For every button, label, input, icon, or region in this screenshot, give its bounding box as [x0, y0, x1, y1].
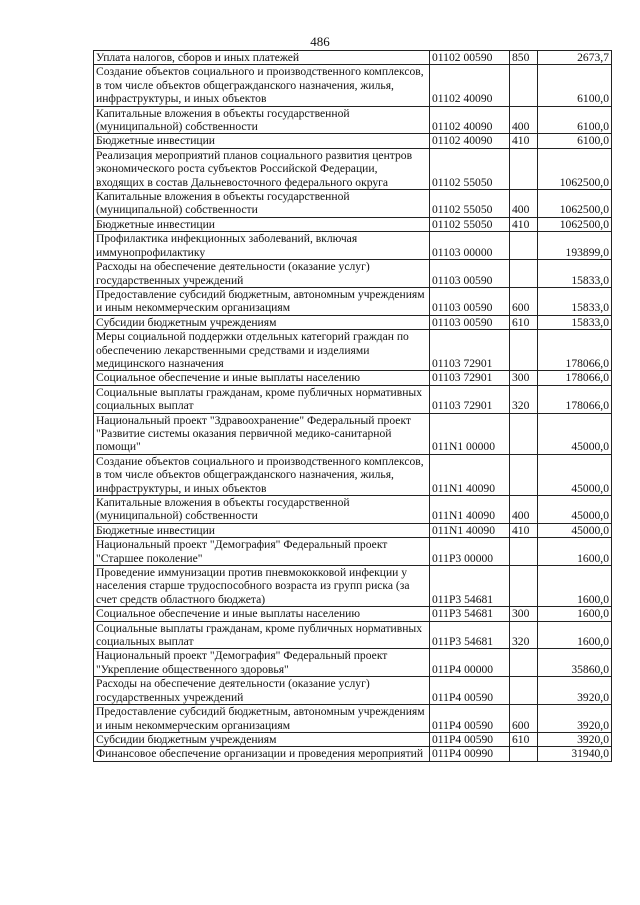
row-sum-cell: 1600,0 — [538, 566, 612, 607]
row-kvr-cell: 300 — [510, 607, 538, 621]
row-name-cell: Бюджетные инвестиции — [94, 523, 430, 537]
row-code-cell: 01102 55050 — [430, 217, 510, 231]
row-name-cell: Социальные выплаты гражданам, кроме публичных нормативных социальных выплат — [94, 621, 430, 649]
row-name-cell: Социальные выплаты гражданам, кроме публичных нормативных социальных выплат — [94, 385, 430, 413]
table-row — [94, 454, 612, 495]
row-name-cell: Социальное обеспечение и иные выплаты населению — [94, 371, 430, 385]
row-kvr-cell — [510, 148, 538, 189]
row-code-cell: 011N1 40090 — [430, 454, 510, 495]
row-sum-cell: 3920,0 — [538, 732, 612, 746]
row-sum-cell: 1062500,0 — [538, 148, 612, 189]
row-name-cell: Предоставление субсидий бюджетным, автономным учреждениям и иным некоммерческим организациям — [94, 287, 430, 315]
table-row — [94, 232, 612, 260]
row-kvr-cell: 610 — [510, 732, 538, 746]
row-name-cell: Финансовое обеспечение организации и проведения мероприятий — [94, 747, 430, 761]
row-kvr-cell — [510, 65, 538, 106]
table-row — [94, 134, 612, 148]
row-name-cell: Капитальные вложения в объекты государственной (муниципальной) собственности — [94, 496, 430, 524]
row-code-cell: 01102 40090 — [430, 134, 510, 148]
table-row — [94, 607, 612, 621]
row-code-cell: 011N1 40090 — [430, 523, 510, 537]
row-sum-cell: 45000,0 — [538, 523, 612, 537]
row-sum-cell: 2673,7 — [538, 51, 612, 65]
row-name-cell: Социальное обеспечение и иные выплаты населению — [94, 607, 430, 621]
row-code-cell: 01102 40090 — [430, 65, 510, 106]
budget-table-body — [94, 51, 612, 762]
row-sum-cell: 1062500,0 — [538, 190, 612, 218]
row-kvr-cell — [510, 330, 538, 371]
row-sum-cell: 45000,0 — [538, 496, 612, 524]
row-kvr-cell: 400 — [510, 106, 538, 134]
table-row — [94, 330, 612, 371]
table-row — [94, 65, 612, 106]
row-name-cell: Расходы на обеспечение деятельности (оказание услуг) государственных учреждений — [94, 677, 430, 705]
row-kvr-cell: 410 — [510, 217, 538, 231]
row-code-cell: 011P3 54681 — [430, 607, 510, 621]
row-name-cell: Бюджетные инвестиции — [94, 134, 430, 148]
row-name-cell: Предоставление субсидий бюджетным, автономным учреждениям и иным некоммерческим организациям — [94, 705, 430, 733]
row-sum-cell: 15833,0 — [538, 287, 612, 315]
budget-table — [93, 50, 612, 762]
row-kvr-cell — [510, 649, 538, 677]
row-kvr-cell — [510, 232, 538, 260]
row-name-cell: Бюджетные инвестиции — [94, 217, 430, 231]
row-name-cell: Капитальные вложения в объекты государственной (муниципальной) собственности — [94, 190, 430, 218]
table-row — [94, 260, 612, 288]
table-row — [94, 371, 612, 385]
row-kvr-cell: 600 — [510, 705, 538, 733]
row-sum-cell: 6100,0 — [538, 65, 612, 106]
row-name-cell: Реализация мероприятий планов социального развития центров экономического роста субъектов Российской Федерации, входящих в состав Дальневосточного федерального округа — [94, 148, 430, 189]
row-code-cell: 011P3 54681 — [430, 621, 510, 649]
table-row — [94, 566, 612, 607]
table-row — [94, 496, 612, 524]
row-kvr-cell — [510, 260, 538, 288]
row-code-cell: 01103 72901 — [430, 371, 510, 385]
table-row — [94, 523, 612, 537]
table-row — [94, 217, 612, 231]
page-number: 486 — [310, 34, 330, 49]
row-code-cell: 01103 00590 — [430, 260, 510, 288]
row-kvr-cell: 410 — [510, 134, 538, 148]
row-name-cell: Национальный проект "Здравоохранение" Федеральный проект "Развитие системы оказания первичной медико-санитарной помощи" — [94, 413, 430, 454]
row-sum-cell: 193899,0 — [538, 232, 612, 260]
row-code-cell: 011P4 00590 — [430, 732, 510, 746]
row-code-cell: 01103 00000 — [430, 232, 510, 260]
table-row — [94, 51, 612, 65]
row-sum-cell: 1062500,0 — [538, 217, 612, 231]
row-sum-cell: 45000,0 — [538, 454, 612, 495]
table-row — [94, 538, 612, 566]
table-row — [94, 705, 612, 733]
row-kvr-cell — [510, 454, 538, 495]
row-kvr-cell: 850 — [510, 51, 538, 65]
row-sum-cell: 15833,0 — [538, 315, 612, 329]
row-name-cell: Расходы на обеспечение деятельности (оказание услуг) государственных учреждений — [94, 260, 430, 288]
row-kvr-cell — [510, 677, 538, 705]
row-code-cell: 01102 00590 — [430, 51, 510, 65]
table-row — [94, 677, 612, 705]
row-sum-cell: 178066,0 — [538, 330, 612, 371]
table-row — [94, 315, 612, 329]
row-sum-cell: 178066,0 — [538, 385, 612, 413]
row-sum-cell: 6100,0 — [538, 106, 612, 134]
row-kvr-cell: 600 — [510, 287, 538, 315]
row-sum-cell: 1600,0 — [538, 621, 612, 649]
row-kvr-cell: 410 — [510, 523, 538, 537]
row-code-cell: 011P4 00590 — [430, 677, 510, 705]
row-kvr-cell: 320 — [510, 385, 538, 413]
row-code-cell: 011P4 00590 — [430, 705, 510, 733]
row-name-cell: Субсидии бюджетным учреждениям — [94, 315, 430, 329]
table-row — [94, 413, 612, 454]
table-row — [94, 649, 612, 677]
row-code-cell: 01103 00590 — [430, 315, 510, 329]
row-kvr-cell: 300 — [510, 371, 538, 385]
table-row — [94, 106, 612, 134]
table-row — [94, 621, 612, 649]
row-code-cell: 01103 72901 — [430, 385, 510, 413]
row-name-cell: Проведение иммунизации против пневмококковой инфекции у населения старше трудоспособного возраста из групп риска (за счет средств областного бюджета) — [94, 566, 430, 607]
row-kvr-cell — [510, 538, 538, 566]
row-code-cell: 011P4 00000 — [430, 649, 510, 677]
row-sum-cell: 35860,0 — [538, 649, 612, 677]
row-code-cell: 011P3 00000 — [430, 538, 510, 566]
row-name-cell: Субсидии бюджетным учреждениям — [94, 732, 430, 746]
row-kvr-cell — [510, 747, 538, 761]
table-row — [94, 747, 612, 761]
row-code-cell: 011P4 00990 — [430, 747, 510, 761]
row-kvr-cell — [510, 566, 538, 607]
row-kvr-cell: 400 — [510, 190, 538, 218]
row-code-cell: 011N1 40090 — [430, 496, 510, 524]
row-sum-cell: 6100,0 — [538, 134, 612, 148]
row-code-cell: 01103 00590 — [430, 287, 510, 315]
row-sum-cell: 3920,0 — [538, 705, 612, 733]
row-sum-cell: 1600,0 — [538, 538, 612, 566]
row-sum-cell: 45000,0 — [538, 413, 612, 454]
row-code-cell: 011P3 54681 — [430, 566, 510, 607]
row-sum-cell: 15833,0 — [538, 260, 612, 288]
row-code-cell: 01103 72901 — [430, 330, 510, 371]
row-sum-cell: 31940,0 — [538, 747, 612, 761]
row-sum-cell: 1600,0 — [538, 607, 612, 621]
table-row — [94, 148, 612, 189]
row-name-cell: Создание объектов социального и производственного комплексов, в том числе объектов общегражданского назначения, жилья, инфраструктуры, и иных объектов — [94, 454, 430, 495]
row-name-cell: Капитальные вложения в объекты государственной (муниципальной) собственности — [94, 106, 430, 134]
row-kvr-cell: 400 — [510, 496, 538, 524]
row-kvr-cell: 610 — [510, 315, 538, 329]
row-sum-cell: 178066,0 — [538, 371, 612, 385]
row-sum-cell: 3920,0 — [538, 677, 612, 705]
row-kvr-cell: 320 — [510, 621, 538, 649]
row-name-cell: Уплата налогов, сборов и иных платежей — [94, 51, 430, 65]
table-row — [94, 385, 612, 413]
row-code-cell: 01102 40090 — [430, 106, 510, 134]
row-kvr-cell — [510, 413, 538, 454]
row-name-cell: Национальный проект "Демография" Федеральный проект "Старшее поколение" — [94, 538, 430, 566]
row-name-cell: Создание объектов социального и производственного комплексов, в том числе объектов общегражданского назначения, жилья, инфраструктуры, и иных объектов — [94, 65, 430, 106]
row-name-cell: Меры социальной поддержки отдельных категорий граждан по обеспечению лекарственными средствами и изделиями медицинского назначения — [94, 330, 430, 371]
table-row — [94, 190, 612, 218]
row-code-cell: 011N1 00000 — [430, 413, 510, 454]
table-row — [94, 287, 612, 315]
table-row — [94, 732, 612, 746]
row-code-cell: 01102 55050 — [430, 190, 510, 218]
row-name-cell: Национальный проект "Демография" Федеральный проект "Укрепление общественного здоровья" — [94, 649, 430, 677]
row-name-cell: Профилактика инфекционных заболеваний, включая иммунопрофилактику — [94, 232, 430, 260]
row-code-cell: 01102 55050 — [430, 148, 510, 189]
